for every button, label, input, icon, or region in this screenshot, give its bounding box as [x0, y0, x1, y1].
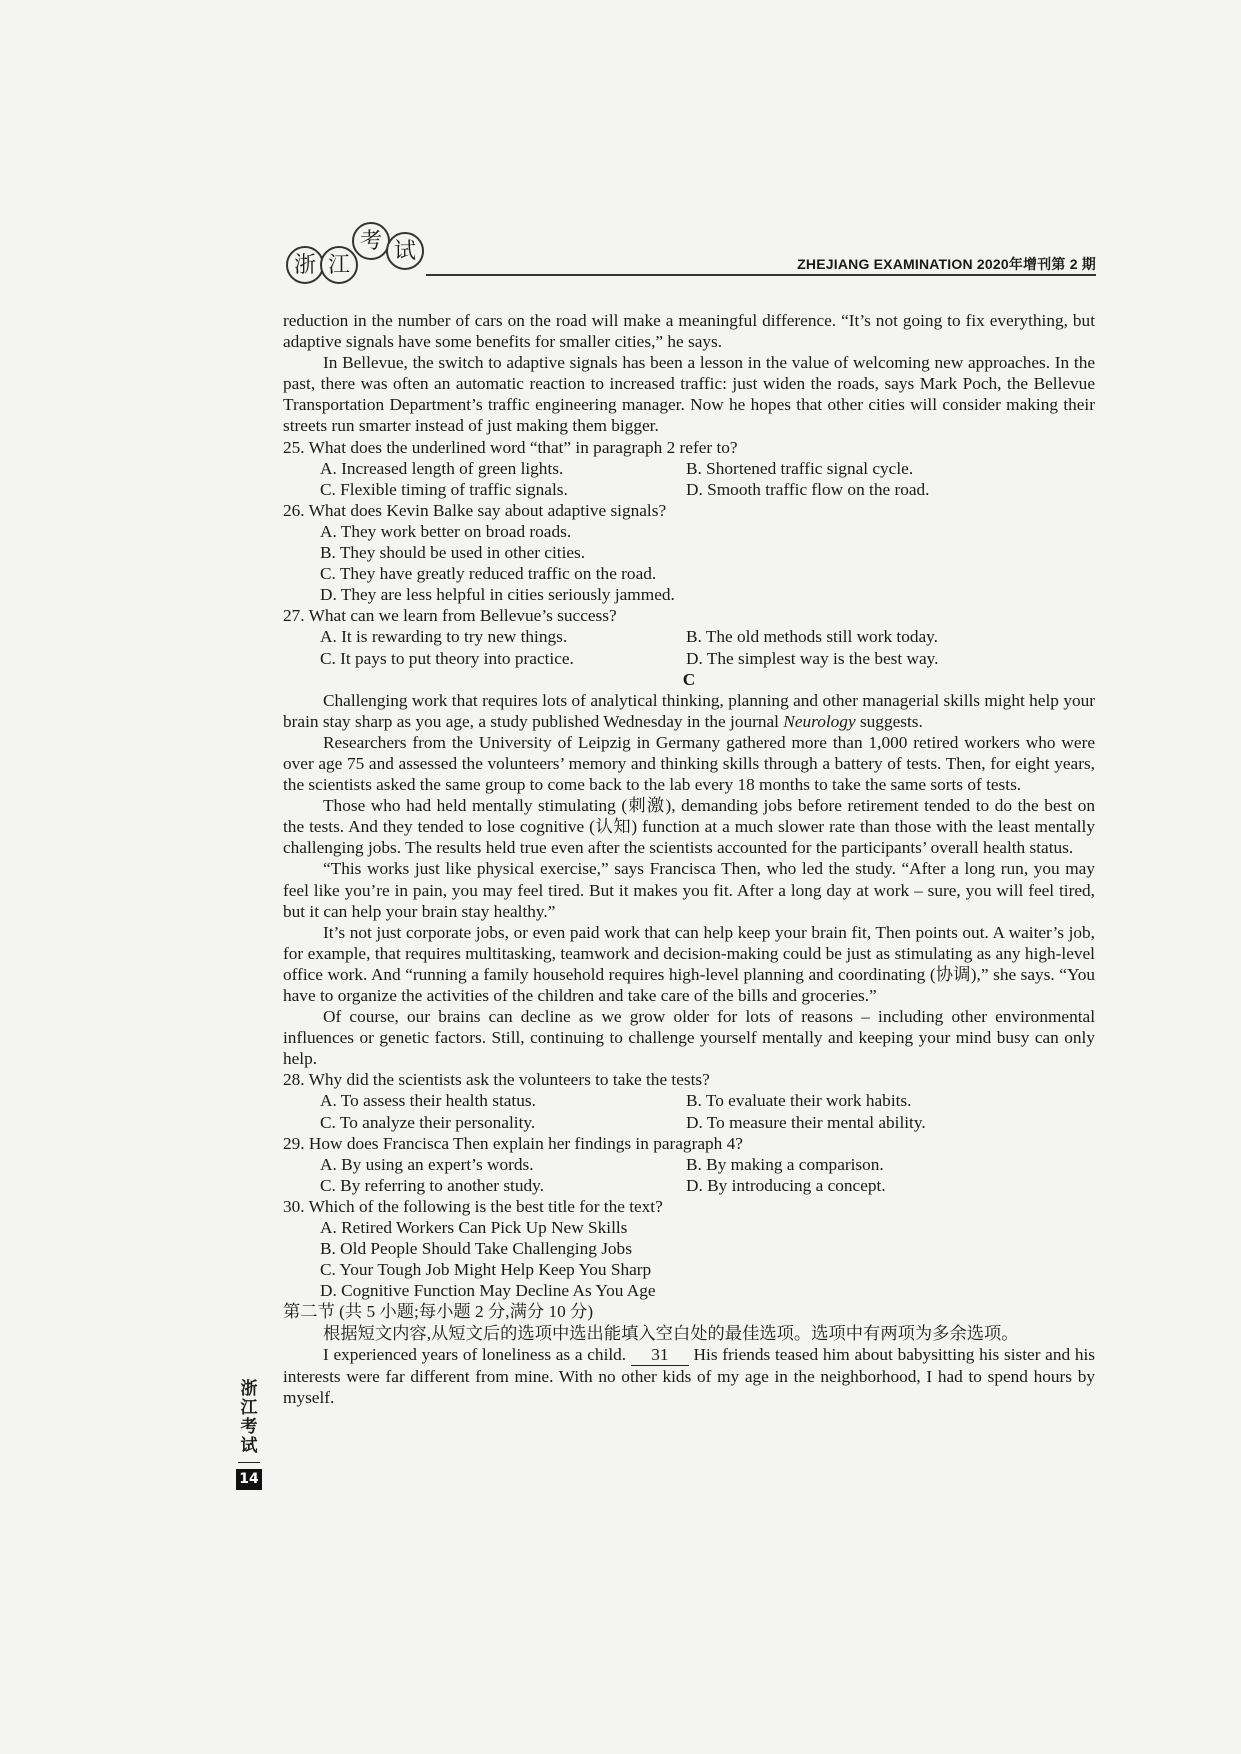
option: A. Retired Workers Can Pick Up New Skills	[320, 1218, 628, 1238]
option: B. The old methods still work today.	[686, 627, 939, 647]
option: B. Old People Should Take Challenging Jobs	[320, 1239, 632, 1259]
paragraph: Of course, our brains can decline as we grow older for lots of reasons – including other environmental influences or genetic factors. Still, continuing to challenge yourself mentally and keeping your mind busy can only help.	[283, 1007, 1095, 1069]
option: C. By referring to another study.	[320, 1175, 544, 1195]
option: A. By using an expert’s words.	[320, 1154, 534, 1174]
logo-char: 江	[320, 246, 358, 284]
paragraph: reduction in the number of cars on the road will make a meaningful difference. “It’s not going to fix everything, but adaptive signals have some benefits for smaller cities,” he says.	[283, 311, 1095, 352]
question-27: 27. What can we learn from Bellevue’s success?	[283, 606, 617, 626]
option: C. It pays to put theory into practice.	[320, 648, 574, 668]
question-25: 25. What does the underlined word “that” in paragraph 2 refer to?	[283, 437, 738, 457]
option: D. They are less helpful in cities seriously jammed.	[320, 585, 675, 605]
option: B. To evaluate their work habits.	[686, 1091, 912, 1111]
option: A. To assess their health status.	[320, 1091, 536, 1111]
options-row	[283, 648, 1095, 669]
option: A. They work better on broad roads.	[320, 521, 572, 541]
logo-char: 试	[386, 232, 424, 270]
options-row	[283, 1154, 1095, 1175]
option: B. By making a comparison.	[686, 1154, 884, 1174]
header-rule	[426, 274, 1096, 276]
option: A. It is rewarding to try new things.	[320, 627, 568, 647]
paragraph: Those who had held mentally stimulating (刺激), demanding jobs before retirement tended to do the best on the tests. And they tended to lose cognitive (认知) function at a much slower rate than those with the least mentally challenging jobs. The results held true even after the scientists accounted for the participants’ overall health status.	[283, 796, 1095, 858]
section-two-instructions: 根据短文内容,从短文后的选项中选出能填入空白处的最佳选项。选项中有两项为多余选项。	[323, 1323, 1019, 1343]
header-title: ZHEJIANG EXAMINATION 2020年增刊第 2 期	[797, 256, 1096, 272]
logo-char: 考	[352, 222, 390, 260]
option: B. Shortened traffic signal cycle.	[686, 458, 914, 478]
question-26: 26. What does Kevin Balke say about adaptive signals?	[283, 500, 667, 520]
side-char: 江	[240, 1398, 258, 1418]
options-row	[283, 1175, 1095, 1196]
option: D. The simplest way is the best way.	[686, 648, 939, 668]
option: C. Flexible timing of traffic signals.	[320, 479, 568, 499]
options-row	[283, 479, 1095, 500]
paragraph	[283, 690, 1095, 732]
answer-blank-31: 31	[631, 1344, 689, 1366]
options-row	[283, 458, 1095, 479]
question-29: 29. How does Francisca Then explain her findings in paragraph 4?	[283, 1133, 743, 1153]
option: D. By introducing a concept.	[686, 1175, 886, 1195]
paragraph: In Bellevue, the switch to adaptive signals has been a lesson in the value of welcoming new approaches. In the past, there was often an automatic reaction to increased traffic: just widen the roads, says Mark Poch, the Bellevue Transportation Department’s traffic engineering manager. Now he hopes that other cities will consider making their streets run smarter instead of just making them bigger.	[283, 353, 1095, 436]
paragraph: Researchers from the University of Leipzig in Germany gathered more than 1,000 retired workers who were over age 75 and assessed the volunteers’ memory and thinking skills through a battery of tests. Then, for eight years, the scientists asked the same group to come back to the lab every 18 months to take the same sorts of tests.	[283, 732, 1095, 795]
option: B. They should be used in other cities.	[320, 543, 586, 563]
journal-logo	[286, 228, 436, 288]
side-char: 试	[240, 1436, 258, 1456]
option: D. Cognitive Function May Decline As You Age	[320, 1281, 656, 1301]
paragraph	[283, 1344, 1095, 1408]
question-28: 28. Why did the scientists ask the volunteers to take the tests?	[283, 1070, 710, 1090]
paragraph: It’s not just corporate jobs, or even paid work that can help keep your brain fit, Then points out. A waiter’s job, for example, that requires multitasking, teamwork and decision-making could be just as stimulating as any high-level office work. And “running a family household requires high-level planning and coordinating (协调),” she says. “You have to organize the activities of the children and take care of the bills and groceries.”	[283, 922, 1095, 1005]
logo-char: 浙	[286, 246, 324, 284]
options-row	[283, 626, 1095, 647]
question-30: 30. Which of the following is the best title for the text?	[283, 1196, 663, 1216]
option: C. Your Tough Job Might Help Keep You Sharp	[320, 1260, 652, 1280]
option: D. To measure their mental ability.	[686, 1112, 926, 1132]
section-two-title: 第二节 (共 5 小题;每小题 2 分,满分 10 分)	[283, 1302, 594, 1322]
text-span: suggests.	[855, 711, 923, 731]
side-label	[234, 1380, 264, 1490]
side-char: 浙	[240, 1379, 258, 1399]
side-char: 考	[240, 1417, 258, 1437]
section-heading: C	[682, 669, 696, 689]
option: A. Increased length of green lights.	[320, 458, 564, 478]
options-row	[283, 1090, 1095, 1111]
journal-name: Neurology	[783, 711, 856, 731]
page-header	[286, 228, 1096, 288]
article-body	[283, 310, 1095, 1408]
side-divider	[238, 1462, 260, 1463]
option: D. Smooth traffic flow on the road.	[686, 479, 930, 499]
option: C. They have greatly reduced traffic on the road.	[320, 564, 657, 584]
paragraph: “This works just like physical exercise,” says Francisca Then, who led the study. “After a long run, you may feel like you’re in pain, you may feel tired. But it makes you fit. After a long day at work – sure, you will feel tired, but it can help your brain stay healthy.”	[283, 859, 1095, 921]
text-span: Challenging work that requires lots of analytical thinking, planning and other managerial skills might help your brain stay sharp as you age, a study published Wednesday in the journal	[283, 690, 1095, 731]
options-row	[283, 1112, 1095, 1133]
text-span: His friends teased him about babysitting his sister and his interests were far different from mine. With no other kids of my age in the neighborhood, I had to spend hours by myself.	[283, 1344, 1095, 1407]
page-number: 14	[236, 1469, 261, 1490]
option: C. To analyze their personality.	[320, 1112, 536, 1132]
text-span: I experienced years of loneliness as a child.	[323, 1344, 631, 1364]
